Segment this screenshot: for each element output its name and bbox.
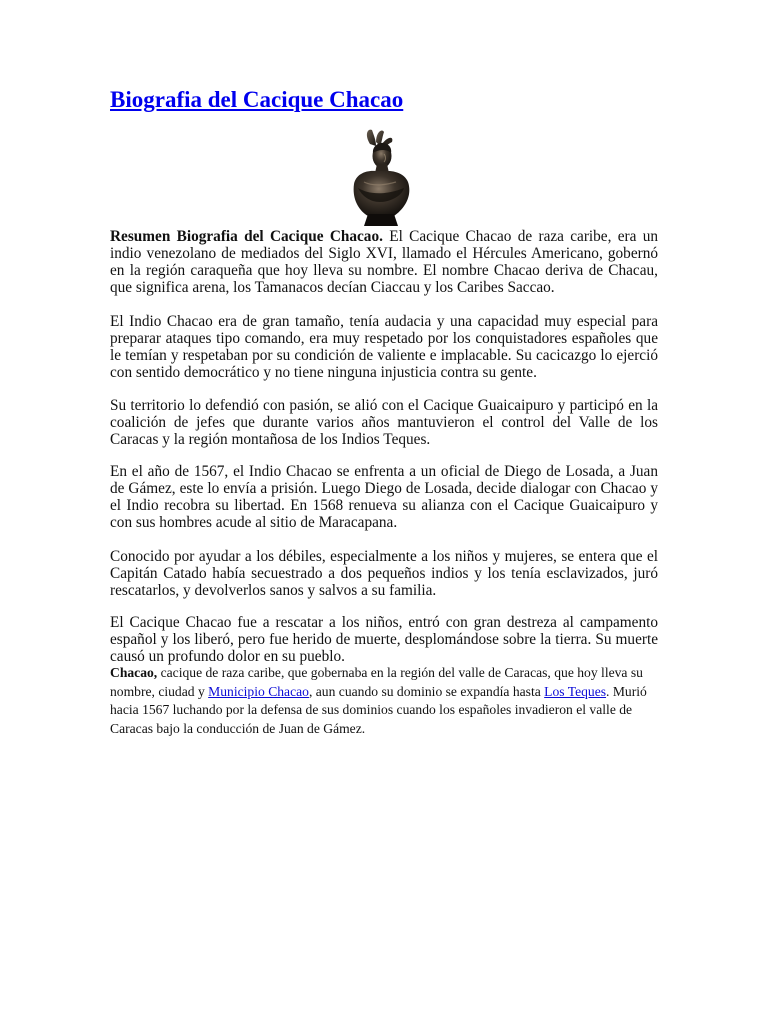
wiki-text-3: . Murió hacia 1567 luchando por la defensa de sus dominios cuando los españoles invadieron el valle de Caracas bajo la conducción de Juan de Gámez.: [110, 683, 647, 736]
wiki-text-2: , aun cuando su dominio se expandía hasta: [308, 683, 545, 699]
paragraph-intro: [110, 228, 658, 296]
paragraph-3: [110, 397, 658, 448]
paragraph-5: [110, 548, 658, 599]
paragraph-6: [110, 614, 658, 665]
paragraph-5-text: Conocido por ayudar a los débiles, especialmente a los niños y mujeres, se entera que el Capitán Catado había secuestrado a dos pequeños indios y los tenía esclavizados, juró rescatarlos, y devolverlos sanos y salvos a su familia.: [110, 548, 658, 599]
bronze-bust-statue-icon: [338, 126, 422, 228]
municipio-chacao-link[interactable]: Municipio Chacao: [208, 683, 309, 699]
wiki-text-1: cacique de raza caribe, que gobernaba en la región del valle de Caracas, que hoy lleva su nombre, ciudad y: [110, 665, 643, 699]
paragraph-3-text: Su territorio lo defendió con pasión, se alió con el Cacique Guaicaipuro y participó en la coalición de jefes que durante varios años mantuvieron el control del Valle de los Caracas y la región montañosa de los Indios Teques.: [110, 397, 658, 448]
intro-lead: Resumen Biografia del Cacique Chacao.: [110, 228, 383, 245]
wiki-excerpt: [110, 664, 658, 738]
wiki-lead: Chacao,: [110, 665, 158, 680]
paragraph-4: [110, 463, 658, 531]
paragraph-2-text: El Indio Chacao era de gran tamaño, tenía audacia y una capacidad muy especial para preparar ataques tipo comando, era muy respetado por los conquistadores españoles que le temían y respetaban por su condición de valiente e implacable. Su cacicazgo lo ejerció con sentido democrático y no tiene ninguna injusticia contra su gente.: [110, 313, 658, 381]
page-title-link[interactable]: Biografia del Cacique Chacao: [110, 87, 404, 112]
paragraph-6-text: El Cacique Chacao fue a rescatar a los niños, entró con gran destreza al campamento español y los liberó, pero fue herido de muerte, desplomándose sobre la tierra. Su muerte causó un profundo dolor en su pueblo.: [110, 614, 658, 665]
los-teques-link[interactable]: Los Teques: [544, 683, 607, 699]
intro-text: El Cacique Chacao de raza caribe, era un indio venezolano de mediados del Siglo XVI, llamado el Hércules Americano, gobernó en la región caraqueña que hoy lleva su nombre. El nombre Chacao deriva de Chacau, que significa arena, los Tamanacos decían Ciaccau y los Caribes Saccao.: [110, 228, 659, 296]
paragraph-4-text: En el año de 1567, el Indio Chacao se enfrenta a un oficial de Diego de Losada, a Juan de Gámez, este lo envía a prisión. Luego Diego de Losada, decide dialogar con Chacao y el Indio recobra su libertad. En 1568 renueva su alianza con el Cacique Guaicaipuro y con sus hombres acude al sitio de Maracapana.: [110, 463, 658, 531]
paragraph-2: [110, 313, 658, 381]
